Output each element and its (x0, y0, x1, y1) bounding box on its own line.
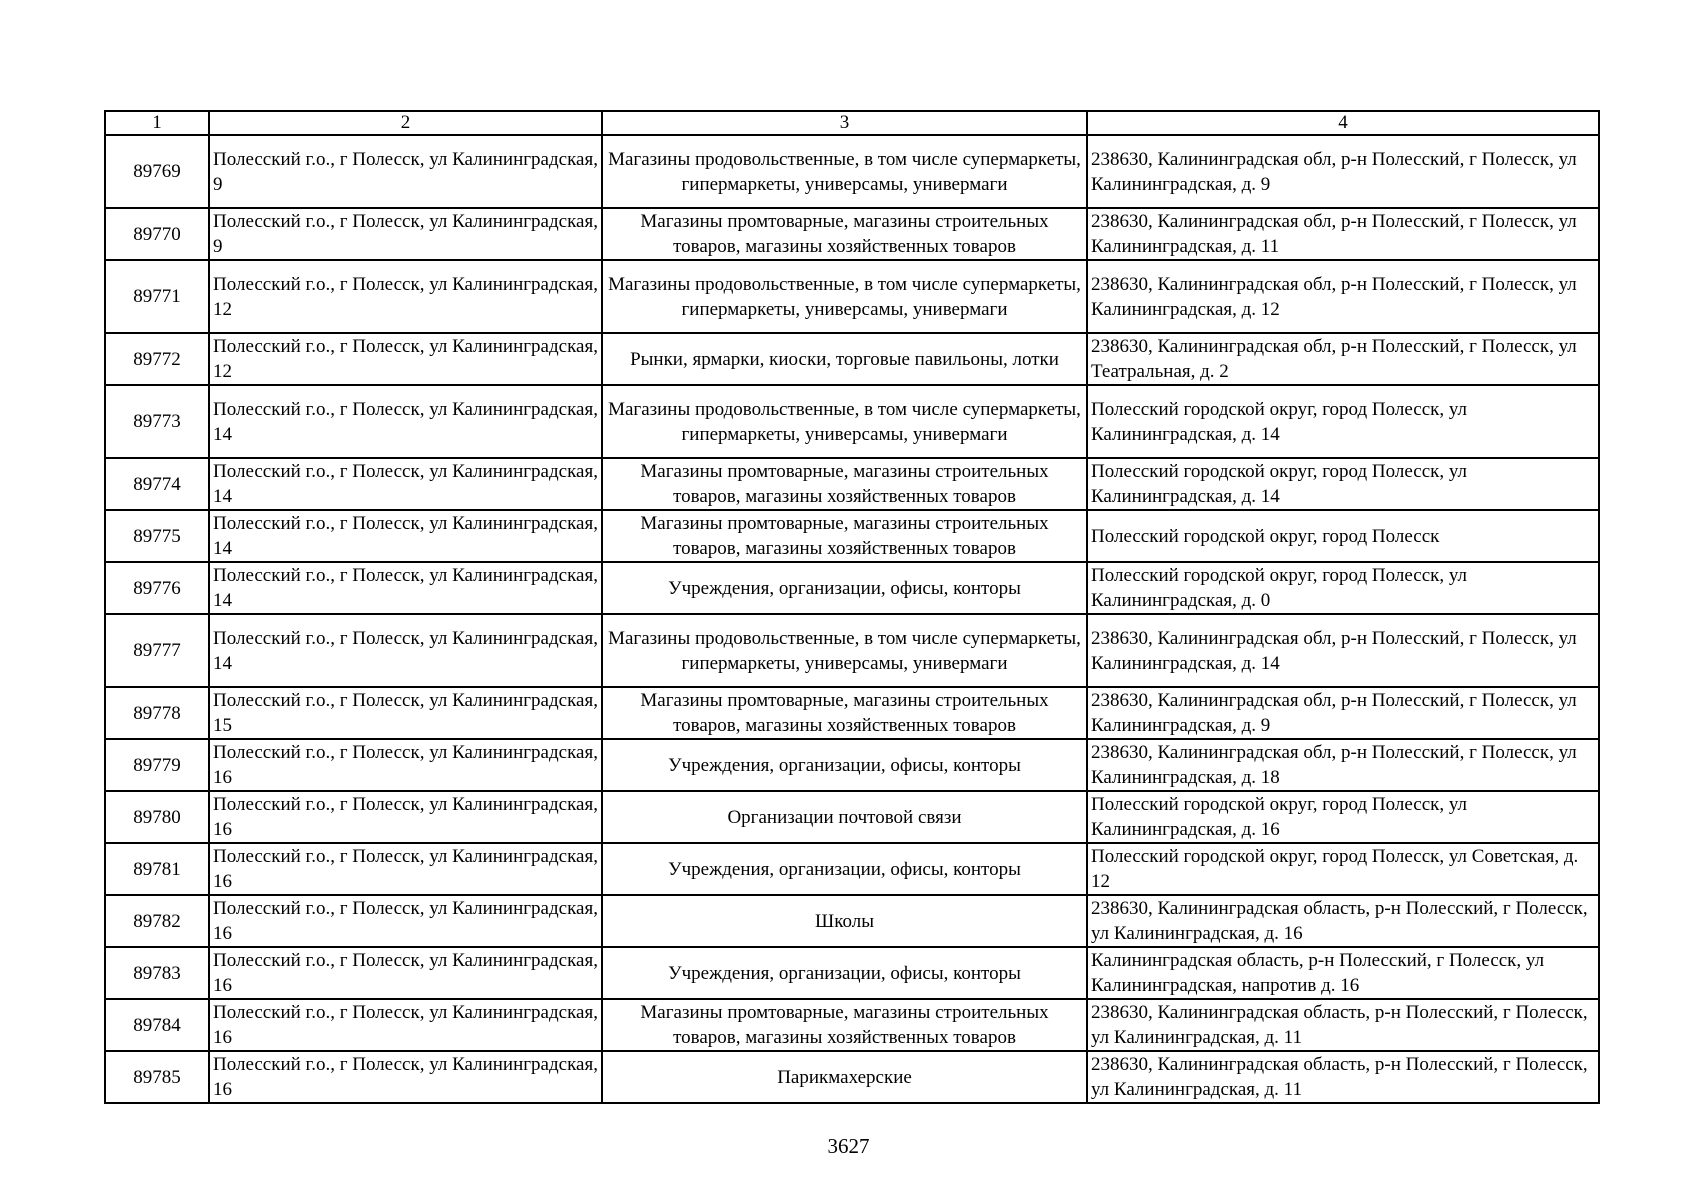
row-id: 89780 (105, 791, 209, 843)
row-address: 238630, Калининградская обл, р-н Полесский, г Полесск, ул Калининградская, д. 11 (1087, 208, 1599, 260)
row-address: 238630, Калининградская обл, р-н Полесский, г Полесск, ул Калининградская, д. 9 (1087, 687, 1599, 739)
row-address: 238630, Калининградская обл, р-н Полесский, г Полесск, ул Калининградская, д. 9 (1087, 135, 1599, 208)
row-id: 89777 (105, 614, 209, 687)
row-id: 89782 (105, 895, 209, 947)
row-id: 89775 (105, 510, 209, 562)
header-row (105, 111, 1599, 135)
row-address: Калининградская область, р-н Полесский, г Полесск, ул Калининградская, напротив д. 16 (1087, 947, 1599, 999)
row-category: Магазины продовольственные, в том числе супермаркеты, гипермаркеты, универсамы, универмаги (602, 385, 1087, 458)
table-row (105, 333, 1599, 385)
row-category: Организации почтовой связи (602, 791, 1087, 843)
row-category: Учреждения, организации, офисы, конторы (602, 843, 1087, 895)
row-category: Магазины промтоварные, магазины строительных товаров, магазины хозяйственных товаров (602, 999, 1087, 1051)
row-id: 89771 (105, 260, 209, 333)
table-row (105, 458, 1599, 510)
table-row (105, 208, 1599, 260)
row-address: 238630, Калининградская обл, р-н Полесский, г Полесск, ул Калининградская, д. 12 (1087, 260, 1599, 333)
table-row (105, 510, 1599, 562)
row-location: Полесский г.о., г Полесск, ул Калининградская, 16 (209, 1051, 602, 1103)
row-location: Полесский г.о., г Полесск, ул Калининградская, 16 (209, 791, 602, 843)
header-col-2: 2 (209, 111, 602, 135)
row-location: Полесский г.о., г Полесск, ул Калининградская, 14 (209, 385, 602, 458)
row-location: Полесский г.о., г Полесск, ул Калининградская, 14 (209, 614, 602, 687)
table-row (105, 895, 1599, 947)
row-category: Учреждения, организации, офисы, конторы (602, 947, 1087, 999)
table-row (105, 791, 1599, 843)
row-location: Полесский г.о., г Полесск, ул Калининградская, 12 (209, 333, 602, 385)
row-category: Рынки, ярмарки, киоски, торговые павильоны, лотки (602, 333, 1087, 385)
row-location: Полесский г.о., г Полесск, ул Калининградская, 15 (209, 687, 602, 739)
row-location: Полесский г.о., г Полесск, ул Калининградская, 16 (209, 843, 602, 895)
row-id: 89778 (105, 687, 209, 739)
row-location: Полесский г.о., г Полесск, ул Калининградская, 14 (209, 562, 602, 614)
row-category: Магазины промтоварные, магазины строительных товаров, магазины хозяйственных товаров (602, 687, 1087, 739)
table-row (105, 614, 1599, 687)
row-location: Полесский г.о., г Полесск, ул Калининградская, 16 (209, 999, 602, 1051)
row-address: Полесский городской округ, город Полесск, ул Советская, д. 12 (1087, 843, 1599, 895)
row-id: 89774 (105, 458, 209, 510)
row-location: Полесский г.о., г Полесск, ул Калининградская, 9 (209, 208, 602, 260)
header-col-1: 1 (105, 111, 209, 135)
row-category: Магазины промтоварные, магазины строительных товаров, магазины хозяйственных товаров (602, 510, 1087, 562)
table-row (105, 739, 1599, 791)
table-row (105, 1051, 1599, 1103)
row-location: Полесский г.о., г Полесск, ул Калининградская, 16 (209, 947, 602, 999)
row-location: Полесский г.о., г Полесск, ул Калининградская, 12 (209, 260, 602, 333)
row-address: 238630, Калининградская область, р-н Полесский, г Полесск, ул Калининградская, д. 16 (1087, 895, 1599, 947)
row-category: Магазины продовольственные, в том числе супермаркеты, гипермаркеты, универсамы, универмаги (602, 135, 1087, 208)
row-address: Полесский городской округ, город Полесск, ул Калининградская, д. 14 (1087, 458, 1599, 510)
row-category: Школы (602, 895, 1087, 947)
row-id: 89769 (105, 135, 209, 208)
table-row (105, 687, 1599, 739)
table-row (105, 385, 1599, 458)
table-row (105, 562, 1599, 614)
row-id: 89773 (105, 385, 209, 458)
table-row (105, 260, 1599, 333)
row-id: 89784 (105, 999, 209, 1051)
row-address: Полесский городской округ, город Полесск, ул Калининградская, д. 16 (1087, 791, 1599, 843)
row-id: 89785 (105, 1051, 209, 1103)
row-location: Полесский г.о., г Полесск, ул Калининградская, 16 (209, 895, 602, 947)
row-category: Магазины промтоварные, магазины строительных товаров, магазины хозяйственных товаров (602, 208, 1087, 260)
row-id: 89772 (105, 333, 209, 385)
row-address: 238630, Калининградская область, р-н Полесский, г Полесск, ул Калининградская, д. 11 (1087, 1051, 1599, 1103)
row-address: 238630, Калининградская область, р-н Полесский, г Полесск, ул Калининградская, д. 11 (1087, 999, 1599, 1051)
row-location: Полесский г.о., г Полесск, ул Калининградская, 14 (209, 510, 602, 562)
row-address: Полесский городской округ, город Полесск (1087, 510, 1599, 562)
row-category: Парикмахерские (602, 1051, 1087, 1103)
row-id: 89783 (105, 947, 209, 999)
row-id: 89781 (105, 843, 209, 895)
table-row (105, 843, 1599, 895)
row-address: 238630, Калининградская обл, р-н Полесский, г Полесск, ул Театральная, д. 2 (1087, 333, 1599, 385)
register-table (104, 110, 1600, 1104)
row-category: Магазины промтоварные, магазины строительных товаров, магазины хозяйственных товаров (602, 458, 1087, 510)
row-id: 89779 (105, 739, 209, 791)
row-address: 238630, Калининградская обл, р-н Полесский, г Полесск, ул Калининградская, д. 18 (1087, 739, 1599, 791)
row-location: Полесский г.о., г Полесск, ул Калининградская, 9 (209, 135, 602, 208)
row-category: Магазины продовольственные, в том числе супермаркеты, гипермаркеты, универсамы, универмаги (602, 614, 1087, 687)
header-col-4: 4 (1087, 111, 1599, 135)
row-location: Полесский г.о., г Полесск, ул Калининградская, 14 (209, 458, 602, 510)
row-category: Учреждения, организации, офисы, конторы (602, 562, 1087, 614)
row-address: 238630, Калининградская обл, р-н Полесский, г Полесск, ул Калининградская, д. 14 (1087, 614, 1599, 687)
table-row (105, 999, 1599, 1051)
row-id: 89776 (105, 562, 209, 614)
page-number: 3627 (827, 1134, 870, 1158)
table-row (105, 135, 1599, 208)
row-id: 89770 (105, 208, 209, 260)
row-category: Учреждения, организации, офисы, конторы (602, 739, 1087, 791)
header-col-3: 3 (602, 111, 1087, 135)
table-row (105, 947, 1599, 999)
row-address: Полесский городской округ, город Полесск, ул Калининградская, д. 0 (1087, 562, 1599, 614)
row-location: Полесский г.о., г Полесск, ул Калининградская, 16 (209, 739, 602, 791)
row-category: Магазины продовольственные, в том числе супермаркеты, гипермаркеты, универсамы, универмаги (602, 260, 1087, 333)
row-address: Полесский городской округ, город Полесск, ул Калининградская, д. 14 (1087, 385, 1599, 458)
